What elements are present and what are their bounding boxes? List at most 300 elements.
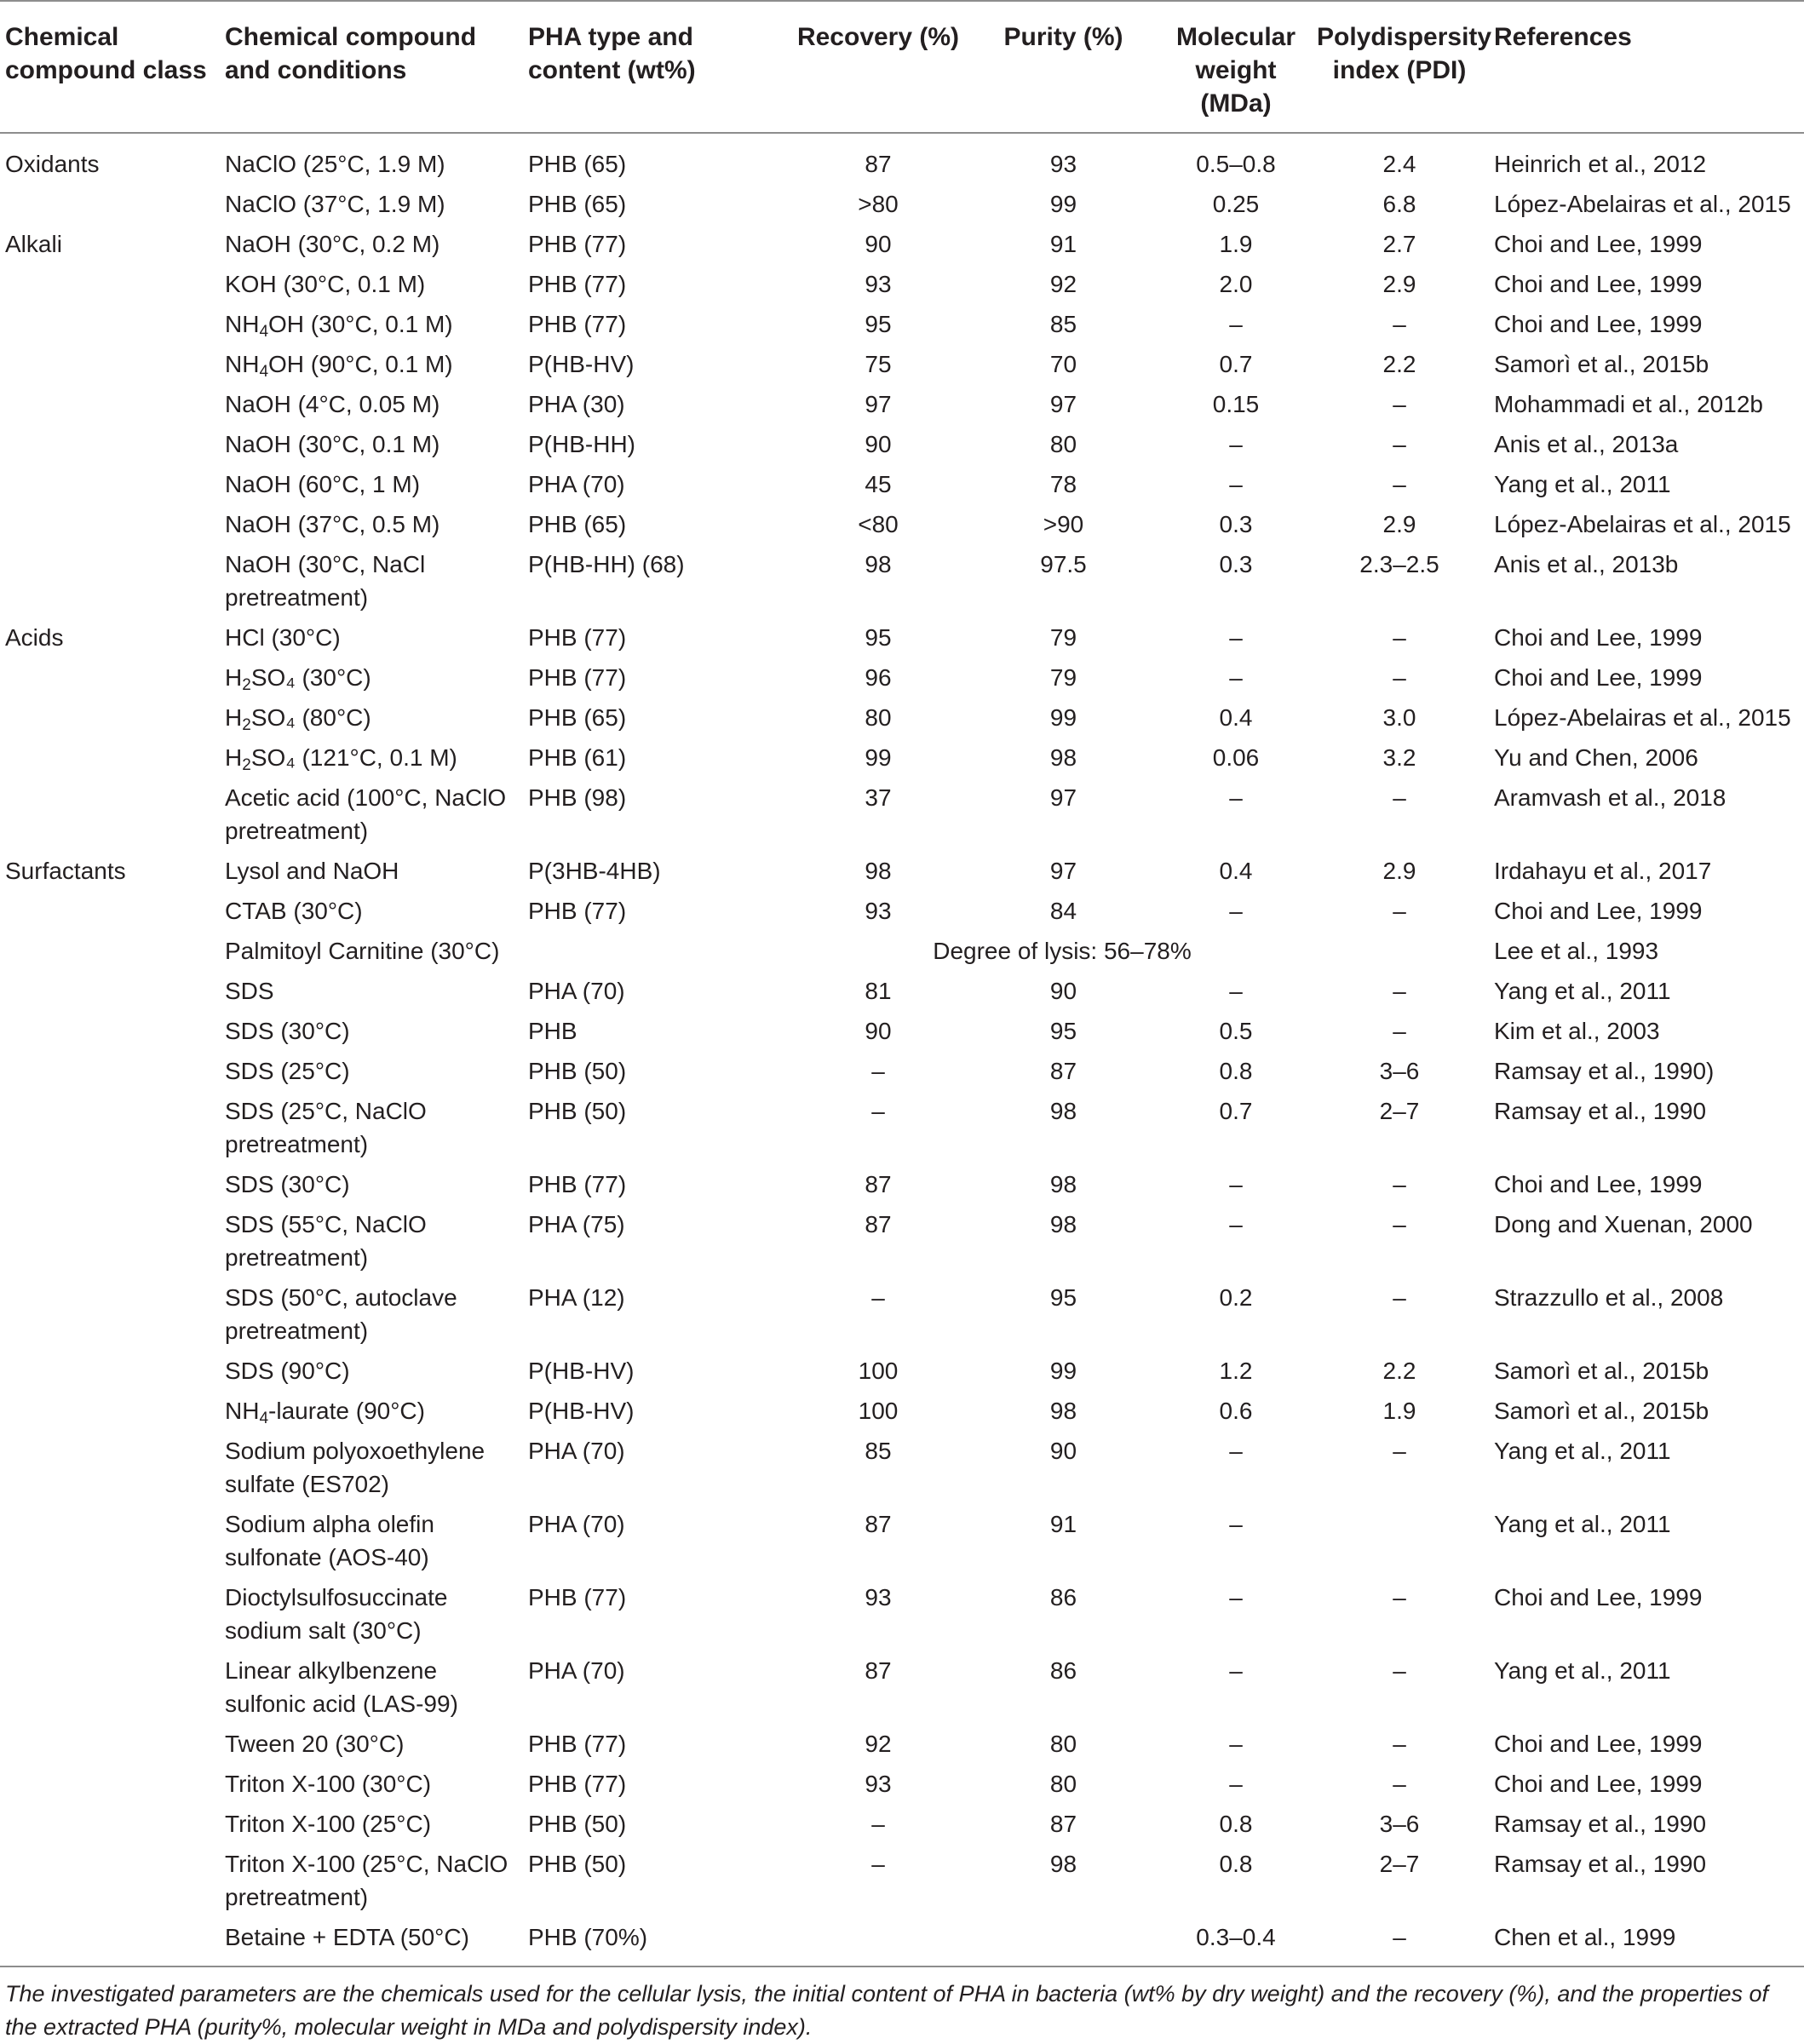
cell-molecular-weight: –: [1229, 664, 1243, 691]
cell-reference: Ramsay et al., 1990: [1494, 1098, 1707, 1124]
cell-compound-conditions: SDS (25°C): [225, 1058, 350, 1084]
cell-pha-type: PHB (50): [528, 1058, 627, 1084]
cell-reference: López-Abelairas et al., 2015: [1494, 511, 1791, 537]
cell-pha-type: PHA (12): [528, 1284, 625, 1311]
cell-recovery: –: [871, 1284, 885, 1311]
cell-recovery: 98: [865, 551, 892, 577]
cell-compound-conditions: Palmitoyl Carnitine (30°C): [225, 938, 500, 964]
cell-pha-type: PHB (65): [528, 704, 627, 731]
table-row: [0, 344, 1804, 384]
compound-subscript: 2: [242, 756, 251, 774]
cell-molecular-weight: 0.7: [1219, 1098, 1253, 1124]
cell-pdi: 2.4: [1382, 151, 1416, 177]
cell-purity: 85: [1049, 311, 1077, 337]
compound-subscript: 4: [259, 363, 269, 381]
table-footnote: The investigated parameters are the chemicals used for the cellular lysis, the initial content of PHA in bacteria (wt% by dry weight) and the recovery (%), and the properties of the extracted PHA (purity%, molecular weight in MDa and polydispersity index).: [5, 1981, 1768, 2040]
cell-compound-conditions: SDS (30°C): [225, 1171, 350, 1197]
cell-recovery: <80: [858, 511, 899, 537]
cell-pha-type: P(HB-HV): [528, 1398, 635, 1424]
header-row: [0, 1, 1804, 133]
table-row: [0, 971, 1804, 1011]
cell-compound-class: [0, 1504, 220, 1577]
cell-pha-type: PHB (77): [528, 1584, 627, 1611]
table-row: [0, 1164, 1804, 1204]
cell-reference: Ramsay et al., 1990): [1494, 1058, 1715, 1084]
cell-molecular-weight: –: [1229, 978, 1243, 1004]
table-row: [0, 698, 1804, 738]
cell-pha-type: PHB (77): [528, 1771, 627, 1797]
compound-subscript: 2: [242, 716, 251, 734]
compound-text: -laurate (90°C): [268, 1398, 425, 1424]
cell-molecular-weight: –: [1229, 624, 1243, 651]
cell-reference: Lee et al., 1993: [1494, 938, 1659, 964]
cell-purity: 86: [1049, 1584, 1077, 1611]
table-body: [0, 133, 1804, 1966]
cell-pdi: –: [1393, 1731, 1406, 1757]
cell-molecular-weight: 0.8: [1219, 1851, 1253, 1877]
table-row: [0, 738, 1804, 778]
cell-recovery: –: [871, 1058, 885, 1084]
cell-compound-conditions: SDS (25°C, NaClO pretreatment): [225, 1098, 427, 1157]
cell-purity: 84: [1049, 898, 1077, 924]
table-row: [0, 657, 1804, 698]
cell-compound-class: [0, 1011, 220, 1051]
cell-reference: Samorì et al., 2015b: [1494, 351, 1709, 377]
cell-pdi: –: [1393, 311, 1406, 337]
cell-reference: Yang et al., 2011: [1494, 978, 1671, 1004]
cell-molecular-weight: –: [1229, 471, 1243, 497]
table-row: [0, 1051, 1804, 1091]
header-purity: Purity (%): [1003, 23, 1123, 51]
cell-pdi: –: [1393, 471, 1406, 497]
table-row: [0, 778, 1804, 851]
cell-molecular-weight: 0.7: [1219, 351, 1253, 377]
cell-reference: Dong and Xuenan, 2000: [1494, 1211, 1753, 1237]
cell-compound-conditions: CTAB (30°C): [225, 898, 363, 924]
cell-compound-class: [0, 304, 220, 344]
cell-purity: 86: [1049, 1657, 1077, 1684]
cell-reference: Irdahayu et al., 2017: [1494, 858, 1712, 884]
cell-molecular-weight: 0.2: [1219, 1284, 1253, 1311]
cell-purity: 80: [1049, 431, 1077, 457]
table-row: [0, 184, 1804, 224]
cell-compound-class: [0, 184, 220, 224]
compound-text: SO₄ (30°C): [250, 664, 371, 691]
compound-text: H: [225, 744, 243, 771]
compound-text: OH (90°C, 0.1 M): [268, 351, 453, 377]
cell-compound-class: [0, 971, 220, 1011]
cell-recovery: >80: [858, 191, 899, 217]
cell-molecular-weight: 0.8: [1219, 1058, 1253, 1084]
table-row: [0, 1091, 1804, 1164]
cell-purity: 70: [1049, 351, 1077, 377]
cell-recovery: 45: [865, 471, 892, 497]
table-row: [0, 1011, 1804, 1051]
cell-molecular-weight: 0.25: [1212, 191, 1260, 217]
cell-purity: 90: [1049, 1438, 1077, 1464]
table-header: [0, 1, 1804, 133]
cell-molecular-weight: 0.8: [1219, 1811, 1253, 1837]
cell-pha-type: PHB (50): [528, 1811, 627, 1837]
cell-pdi: –: [1393, 1438, 1406, 1464]
cell-purity: 92: [1049, 271, 1077, 297]
cell-molecular-weight: –: [1229, 1511, 1243, 1537]
cell-compound-conditions: SDS (50°C, autoclave pretreatment): [225, 1284, 457, 1344]
cell-compound-conditions: NaClO (37°C, 1.9 M): [225, 191, 445, 217]
cell-compound-class: Oxidants: [5, 151, 100, 177]
table-row: [0, 891, 1804, 931]
cell-compound-conditions: [220, 738, 523, 778]
cell-compound-class: [0, 1577, 220, 1651]
compound-subscript: 4: [259, 323, 269, 341]
cell-recovery: 87: [865, 1657, 892, 1684]
cell-pdi: –: [1393, 1657, 1406, 1684]
cell-molecular-weight: –: [1229, 1657, 1243, 1684]
cell-compound-conditions: Sodium alpha olefin sulfonate (AOS-40): [225, 1511, 434, 1570]
header-molecular-weight: Molecular weight (MDa): [1175, 23, 1296, 118]
cell-pdi: –: [1393, 978, 1406, 1004]
cell-pdi: 2.2: [1382, 1358, 1416, 1384]
cell-recovery: 90: [865, 431, 892, 457]
cell-recovery: 87: [865, 151, 892, 177]
table-row: [0, 384, 1804, 424]
cell-compound-class: [0, 931, 220, 971]
cell-purity: 95: [1049, 1284, 1077, 1311]
cell-purity: 99: [1049, 191, 1077, 217]
cell-compound-conditions: NaOH (60°C, 1 M): [225, 471, 421, 497]
cell-pdi: –: [1393, 1211, 1406, 1237]
cell-compound-class: [0, 1164, 220, 1204]
compound-text: H: [225, 704, 243, 731]
cell-purity: 97.5: [1040, 551, 1087, 577]
cell-purity: 99: [1049, 704, 1077, 731]
cell-molecular-weight: 1.9: [1219, 231, 1253, 257]
cell-pdi: –: [1393, 1924, 1406, 1950]
cell-purity: 98: [1049, 744, 1077, 771]
cell-pha-type: PHB: [528, 1018, 577, 1044]
table-row: [0, 1804, 1804, 1844]
cell-recovery: 93: [865, 1584, 892, 1611]
cell-reference: Yang et al., 2011: [1494, 471, 1671, 497]
cell-pha-type: PHB (77): [528, 311, 627, 337]
compound-text: OH (30°C, 0.1 M): [268, 311, 453, 337]
cell-recovery: 100: [858, 1358, 899, 1384]
cell-compound-conditions: NaOH (4°C, 0.05 M): [225, 391, 440, 417]
cell-molecular-weight: –: [1229, 1211, 1243, 1237]
compound-text: H: [225, 664, 243, 691]
cell-pha-type: PHB (50): [528, 1851, 627, 1877]
cell-purity: 98: [1049, 1211, 1077, 1237]
cell-pha-type: PHA (70): [528, 978, 625, 1004]
header-pha-type: PHA type and content (wt%): [528, 23, 696, 84]
cell-purity: 97: [1049, 784, 1077, 811]
cell-molecular-weight: 0.6: [1219, 1398, 1253, 1424]
cell-compound-class: [0, 1051, 220, 1091]
cell-pha-type: PHB (77): [528, 624, 627, 651]
compound-text: NH: [225, 1398, 260, 1424]
cell-pha-type: P(HB-HH) (68): [528, 551, 685, 577]
cell-purity: >90: [1043, 511, 1084, 537]
cell-pdi: [1312, 1504, 1489, 1577]
cell-reference: Choi and Lee, 1999: [1494, 1731, 1703, 1757]
cell-pha-type: P(3HB-4HB): [528, 858, 661, 884]
cell-recovery: 80: [865, 704, 892, 731]
cell-pha-type: PHB (50): [528, 1098, 627, 1124]
cell-pha-type: PHB (77): [528, 898, 627, 924]
cell-reference: Ramsay et al., 1990: [1494, 1851, 1707, 1877]
cell-recovery: [791, 1917, 967, 1966]
cell-compound-conditions: SDS (55°C, NaClO pretreatment): [225, 1211, 427, 1271]
cell-reference: Choi and Lee, 1999: [1494, 1771, 1703, 1797]
cell-compound-class: Acids: [5, 624, 64, 651]
cell-compound-conditions: NaOH (30°C, 0.1 M): [225, 431, 440, 457]
cell-compound-conditions: Sodium polyoxoethylene sulfate (ES702): [225, 1438, 485, 1497]
compound-text: SO₄ (121°C, 0.1 M): [250, 744, 457, 771]
cell-reference: Yang et al., 2011: [1494, 1511, 1671, 1537]
cell-reference: Yang et al., 2011: [1494, 1438, 1671, 1464]
cell-compound-conditions: [220, 1391, 523, 1431]
cell-purity: 80: [1049, 1731, 1077, 1757]
cell-reference: Choi and Lee, 1999: [1494, 231, 1703, 257]
table-row: [0, 1504, 1804, 1577]
cell-pha-type: PHB (61): [528, 744, 627, 771]
cell-compound-class: [0, 344, 220, 384]
cell-recovery: 93: [865, 898, 892, 924]
cell-molecular-weight: 0.3–0.4: [1196, 1924, 1276, 1950]
cell-pha-type: PHB (77): [528, 231, 627, 257]
table-row: [0, 1204, 1804, 1278]
cell-recovery: 98: [865, 858, 892, 884]
cell-compound-class: [0, 1917, 220, 1966]
cell-pha-type: PHB (77): [528, 271, 627, 297]
cell-compound-class: [0, 424, 220, 464]
cell-pha-type: PHB (65): [528, 511, 627, 537]
header-compound-class: Chemical compound class: [5, 23, 207, 84]
table-row: [0, 1391, 1804, 1431]
cell-pdi: 2.7: [1382, 231, 1416, 257]
table-row: [0, 424, 1804, 464]
cell-recovery: –: [871, 1098, 885, 1124]
cell-reference: Samorì et al., 2015b: [1494, 1398, 1709, 1424]
cell-pha-type: PHB (65): [528, 191, 627, 217]
cell-reference: Aramvash et al., 2018: [1494, 784, 1726, 811]
cell-recovery: –: [871, 1851, 885, 1877]
cell-reference: Mohammadi et al., 2012b: [1494, 391, 1763, 417]
cell-compound-conditions: KOH (30°C, 0.1 M): [225, 271, 426, 297]
cell-molecular-weight: –: [1229, 431, 1243, 457]
cell-recovery: 96: [865, 664, 892, 691]
header-pdi: Polydispersity index (PDI): [1317, 23, 1492, 84]
cell-compound-conditions: NaOH (37°C, 0.5 M): [225, 511, 440, 537]
compound-text: NH: [225, 351, 260, 377]
cell-pdi: 2.9: [1382, 858, 1416, 884]
cell-pha-type: PHA (70): [528, 1657, 625, 1684]
cell-molecular-weight: 0.5: [1219, 1018, 1253, 1044]
cell-recovery: 81: [865, 978, 892, 1004]
table-row: [0, 1724, 1804, 1764]
header-references: References: [1494, 23, 1632, 51]
compound-subscript: 2: [242, 676, 251, 694]
cell-recovery: 87: [865, 1171, 892, 1197]
cell-purity: 98: [1049, 1098, 1077, 1124]
cell-compound-class: [0, 1278, 220, 1351]
compound-subscript: 4: [259, 1410, 269, 1427]
cell-pdi: –: [1393, 1771, 1406, 1797]
cell-reference: Choi and Lee, 1999: [1494, 1584, 1703, 1611]
cell-compound-class: [0, 464, 220, 504]
cell-compound-class: [0, 1844, 220, 1917]
table-row: [0, 224, 1804, 264]
cell-molecular-weight: –: [1229, 1731, 1243, 1757]
cell-compound-conditions: NaOH (30°C, 0.2 M): [225, 231, 440, 257]
cell-purity: 87: [1049, 1811, 1077, 1837]
cell-compound-class: [0, 738, 220, 778]
cell-recovery: 97: [865, 391, 892, 417]
compound-text: NH: [225, 311, 260, 337]
cell-pha-type: PHA (70): [528, 471, 625, 497]
cell-compound-conditions: Tween 20 (30°C): [225, 1731, 405, 1757]
table-row: [0, 617, 1804, 657]
cell-compound-conditions: SDS: [225, 978, 274, 1004]
cell-compound-conditions: SDS (90°C): [225, 1358, 350, 1384]
cell-reference: Yang et al., 2011: [1494, 1657, 1671, 1684]
table-row: [0, 464, 1804, 504]
cell-compound-conditions: Linear alkylbenzene sulfonic acid (LAS-99): [225, 1657, 458, 1717]
cell-recovery: 90: [865, 231, 892, 257]
cell-compound-class: [0, 1204, 220, 1278]
cell-purity: 98: [1049, 1398, 1077, 1424]
cell-pdi: 1.9: [1382, 1398, 1416, 1424]
cell-molecular-weight: 0.5–0.8: [1196, 151, 1276, 177]
cell-compound-conditions: [220, 344, 523, 384]
cell-recovery: 93: [865, 1771, 892, 1797]
cell-pdi: 2.9: [1382, 511, 1416, 537]
cell-recovery: 90: [865, 1018, 892, 1044]
cell-compound-class: [0, 1391, 220, 1431]
cell-reference: Choi and Lee, 1999: [1494, 271, 1703, 297]
table-row: [0, 931, 1804, 971]
cell-pha-type: PHA (30): [528, 391, 625, 417]
cell-pha-type: PHB (70%): [528, 1924, 648, 1950]
cell-pha-type: PHA (70): [528, 1438, 625, 1464]
cell-molecular-weight: 0.15: [1212, 391, 1260, 417]
cell-compound-conditions: Lysol and NaOH: [225, 858, 399, 884]
cell-compound-conditions: Betaine + EDTA (50°C): [225, 1924, 469, 1950]
table-row: [0, 1651, 1804, 1724]
cell-molecular-weight: 0.3: [1219, 511, 1253, 537]
cell-purity: 90: [1049, 978, 1077, 1004]
cell-purity: 79: [1049, 664, 1077, 691]
table-row: [0, 1844, 1804, 1917]
cell-pha-type: PHB (77): [528, 1731, 627, 1757]
compound-text: SO₄ (80°C): [250, 704, 371, 731]
cell-recovery: 95: [865, 624, 892, 651]
cell-pdi: –: [1393, 431, 1406, 457]
cell-pdi: 2–7: [1379, 1851, 1420, 1877]
cell-reference: Choi and Lee, 1999: [1494, 898, 1703, 924]
cell-compound-conditions: HCl (30°C): [225, 624, 341, 651]
cell-pdi: –: [1393, 391, 1406, 417]
cell-compound-conditions: Acetic acid (100°C, NaClO pretreatment): [225, 784, 507, 844]
cell-compound-conditions: SDS (30°C): [225, 1018, 350, 1044]
cell-purity: 79: [1049, 624, 1077, 651]
cell-molecular-weight: –: [1229, 1584, 1243, 1611]
cell-compound-conditions: Triton X-100 (30°C): [225, 1771, 432, 1797]
cell-purity: 97: [1049, 858, 1077, 884]
table-row: [0, 1431, 1804, 1504]
cell-reference: Anis et al., 2013b: [1494, 551, 1679, 577]
cell-reference: Samorì et al., 2015b: [1494, 1358, 1709, 1384]
cell-molecular-weight: 0.4: [1219, 704, 1253, 731]
header-compound-conditions: Chemical compound and conditions: [225, 23, 477, 84]
cell-pdi: –: [1393, 1171, 1406, 1197]
cell-purity: 87: [1049, 1058, 1077, 1084]
cell-pdi: –: [1393, 898, 1406, 924]
cell-compound-class: [0, 384, 220, 424]
cell-purity: 95: [1049, 1018, 1077, 1044]
cell-pdi: 2.2: [1382, 351, 1416, 377]
cell-purity: 98: [1049, 1851, 1077, 1877]
cell-purity: 91: [1049, 1511, 1077, 1537]
table-row: [0, 851, 1804, 891]
cell-molecular-weight: –: [1229, 1171, 1243, 1197]
cell-purity: 93: [1049, 151, 1077, 177]
cell-pdi: –: [1393, 664, 1406, 691]
cell-compound-class: [0, 778, 220, 851]
cell-compound-class: Alkali: [5, 231, 62, 257]
cell-pha-type: PHB (77): [528, 664, 627, 691]
table-row: [0, 133, 1804, 184]
cell-pdi: 2.3–2.5: [1359, 551, 1439, 577]
cell-recovery: 100: [858, 1398, 899, 1424]
cell-pdi: –: [1393, 1018, 1406, 1044]
cell-reference: Anis et al., 2013a: [1494, 431, 1679, 457]
cell-purity: 80: [1049, 1771, 1077, 1797]
cell-pha-type: PHB (65): [528, 151, 627, 177]
table-row: [0, 544, 1804, 617]
cell-reference: Heinrich et al., 2012: [1494, 151, 1707, 177]
cell-recovery: 92: [865, 1731, 892, 1757]
table-row: [0, 1917, 1804, 1966]
cell-reference: Chen et al., 1999: [1494, 1924, 1676, 1950]
cell-reference: López-Abelairas et al., 2015: [1494, 704, 1791, 731]
cell-recovery: 93: [865, 271, 892, 297]
cell-compound-class: [0, 1724, 220, 1764]
cell-compound-class: [0, 1651, 220, 1724]
cell-molecular-weight: 0.3: [1219, 551, 1253, 577]
cell-pha-type: PHB (98): [528, 784, 627, 811]
cell-pdi: 3–6: [1379, 1811, 1420, 1837]
cell-compound-class: Surfactants: [5, 858, 126, 884]
cell-compound-class: [0, 544, 220, 617]
cell-recovery: 37: [865, 784, 892, 811]
table-row: [0, 1764, 1804, 1804]
cell-pdi: 2.9: [1382, 271, 1416, 297]
cell-molecular-weight: 1.2: [1219, 1358, 1253, 1384]
cell-purity: 98: [1049, 1171, 1077, 1197]
cell-pdi: 6.8: [1382, 191, 1416, 217]
cell-pdi: 3.2: [1382, 744, 1416, 771]
table-row: [0, 304, 1804, 344]
cell-purity: 99: [1049, 1358, 1077, 1384]
cell-compound-conditions: NaClO (25°C, 1.9 M): [225, 151, 445, 177]
cell-compound-conditions: NaOH (30°C, NaCl pretreatment): [225, 551, 426, 611]
cell-recovery: 87: [865, 1511, 892, 1537]
cell-reference: Choi and Lee, 1999: [1494, 624, 1703, 651]
header-recovery: Recovery (%): [796, 23, 960, 51]
cell-pdi: 2–7: [1379, 1098, 1420, 1124]
cell-purity: 91: [1049, 231, 1077, 257]
